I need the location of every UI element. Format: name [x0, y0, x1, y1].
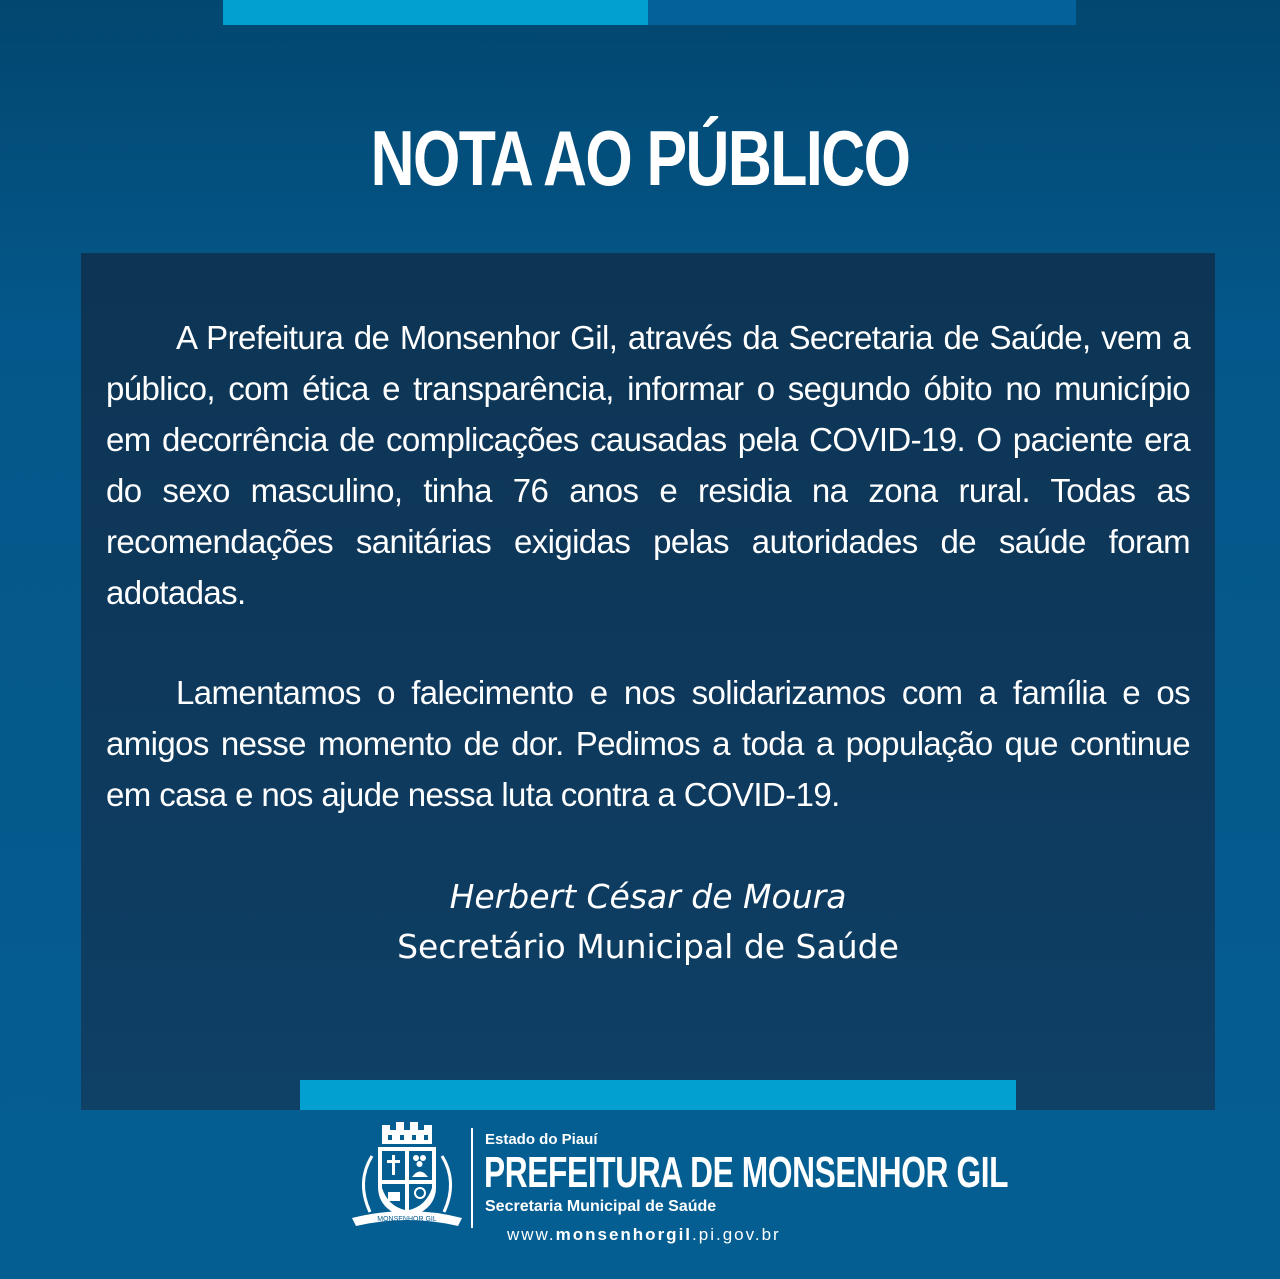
url-suffix: .pi.gov.br	[692, 1225, 781, 1244]
signature-role: Secretário Municipal de Saúde	[397, 927, 899, 966]
footer-organization: PREFEITURA DE MONSENHOR GIL	[484, 1148, 1009, 1197]
notice-paragraph-2	[106, 667, 1190, 820]
footer-website-link[interactable]	[507, 1225, 781, 1245]
url-prefix: www.	[507, 1225, 556, 1244]
paragraph-2-text: Lamentamos o falecimento e nos solidarizamos com a família e os amigos nesse momento de dor. Pedimos a toda a população que continue em casa e nos ajude nessa luta contra a COVID-19.	[106, 674, 1190, 813]
paragraph-1-text: A Prefeitura de Monsenhor Gil, através da Secretaria de Saúde, vem a público, com ética e transparência, informar o segundo óbito no município em decorrência de complicações causadas pela COVID-19. O paciente era do sexo masculino, tinha 76 anos e residia na zona rural. Todas as recomendações sanitárias exigidas pelas autoridades de saúde foram adotadas.	[106, 319, 1190, 611]
notice-paragraph-1	[106, 312, 1190, 618]
footer-divider	[471, 1128, 473, 1228]
bottom-accent-bar	[300, 1080, 1016, 1110]
signature-name: Herbert César de Moura	[449, 877, 847, 916]
url-domain: monsenhorgil	[555, 1225, 693, 1244]
top-accent-bar-cyan	[223, 0, 648, 25]
top-accent-bar-blue	[648, 0, 1076, 25]
page-title: NOTA AO PÚBLICO	[370, 114, 910, 202]
footer-state: Estado do Piauí	[485, 1131, 598, 1148]
coat-of-arms-icon	[348, 1122, 466, 1230]
crest-banner-text: MONSENHOR GIL	[377, 1216, 437, 1223]
footer-department: Secretaria Municipal de Saúde	[485, 1198, 717, 1215]
